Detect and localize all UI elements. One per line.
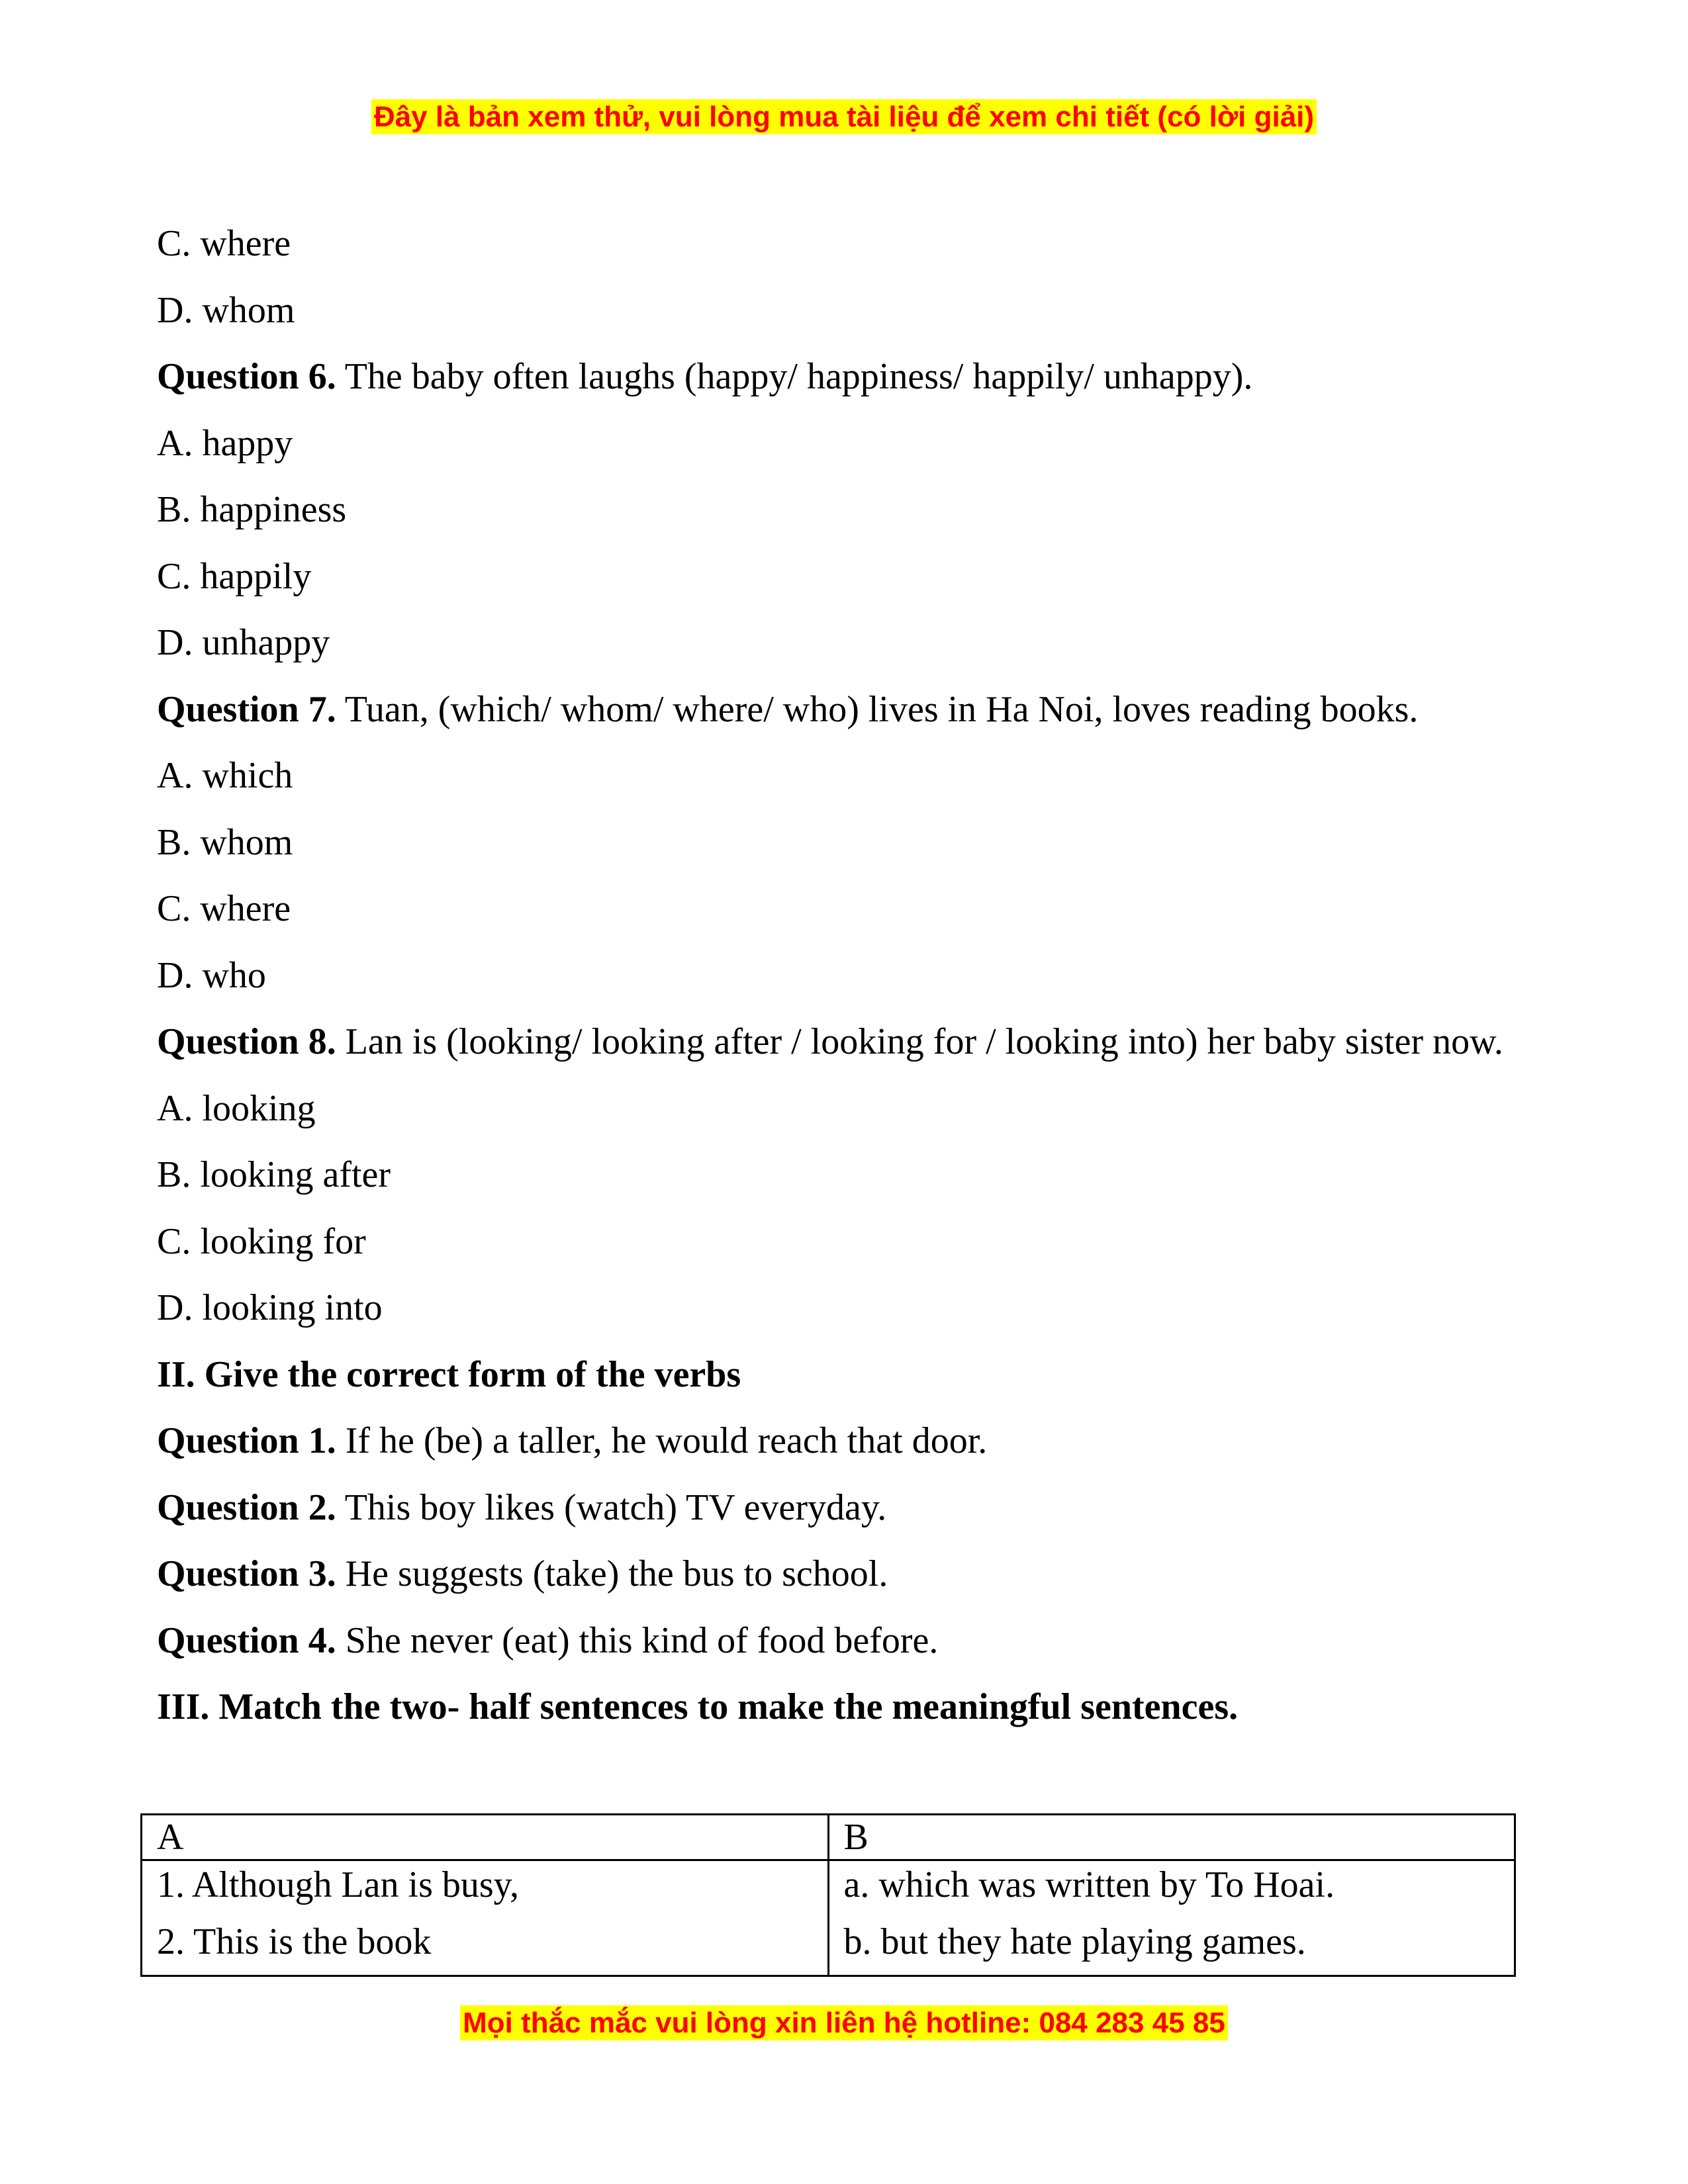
list-item: 2. This is the book [157, 1921, 432, 1962]
s2-question-1 [157, 1408, 1531, 1475]
q8-option-b: B. looking after [157, 1154, 391, 1195]
q7-option-b: B. whom [157, 821, 293, 863]
q8-option-a: A. looking [157, 1087, 316, 1129]
question-label: Question 6. [157, 356, 336, 397]
section-3-heading: III. Match the two- half sentences to make the meaningful sentences. [157, 1686, 1239, 1727]
question-label: Question 3. [157, 1553, 336, 1594]
column-b-header: B [828, 1815, 1515, 1860]
q5-option-d: D. whom [157, 289, 295, 331]
table-row [142, 1860, 1515, 1976]
question-text: The baby often laughs (happy/ happiness/ happily/ unhappy). [336, 356, 1253, 397]
question-label: Question 8. [157, 1021, 336, 1062]
column-a-cell [142, 1860, 829, 1976]
q7-option-d: D. who [157, 954, 266, 996]
q6-option-b: B. happiness [157, 489, 347, 530]
s2-question-2 [157, 1475, 1531, 1541]
section-2-heading: II. Give the correct form of the verbs [157, 1353, 741, 1395]
question-8 [157, 1009, 1531, 1075]
question-label: Question 7. [157, 688, 336, 730]
question-label: Question 1. [157, 1420, 336, 1461]
list-item: 1. Although Lan is busy, [157, 1864, 520, 1905]
question-text: This boy likes (watch) TV everyday. [336, 1486, 887, 1528]
header-notice: Đây là bản xem thử, vui lòng mua tài liệu để xem chi tiết (có lời giải) [0, 101, 1688, 134]
question-label: Question 2. [157, 1486, 336, 1528]
q7-option-c: C. where [157, 888, 291, 929]
question-text: If he (be) a taller, he would reach that door. [336, 1420, 988, 1461]
question-text: He suggests (take) the bus to school. [336, 1553, 888, 1594]
table-header-row [142, 1815, 1515, 1860]
question-label: Question 4. [157, 1619, 336, 1661]
document-body [157, 210, 1531, 1741]
s2-question-4 [157, 1608, 1531, 1674]
q6-option-d: D. unhappy [157, 622, 330, 663]
s2-question-3 [157, 1541, 1531, 1608]
list-item: a. which was written by To Hoai. [843, 1864, 1335, 1905]
column-b-cell [828, 1860, 1515, 1976]
q5-option-c: C. where [157, 223, 291, 264]
question-text: Tuan, (which/ whom/ where/ who) lives in Ha Noi, loves reading books. [336, 688, 1419, 730]
question-6 [157, 343, 1531, 410]
column-a-header: A [142, 1815, 829, 1860]
q6-option-a: A. happy [157, 422, 293, 464]
matching-table [140, 1813, 1516, 1977]
list-item: b. but they hate playing games. [843, 1921, 1306, 1962]
q6-option-c: C. happily [157, 555, 312, 597]
question-7 [157, 676, 1531, 743]
footer-notice: Mọi thắc mắc vui lòng xin liên hệ hotline: 084 283 45 85 [0, 2007, 1688, 2040]
q8-option-d: D. looking into [157, 1287, 383, 1328]
question-text: She never (eat) this kind of food before. [336, 1619, 939, 1661]
question-text: Lan is (looking/ looking after / looking for / looking into) her baby sister now. [336, 1021, 1503, 1062]
q7-option-a: A. which [157, 755, 293, 796]
q8-option-c: C. looking for [157, 1220, 366, 1262]
